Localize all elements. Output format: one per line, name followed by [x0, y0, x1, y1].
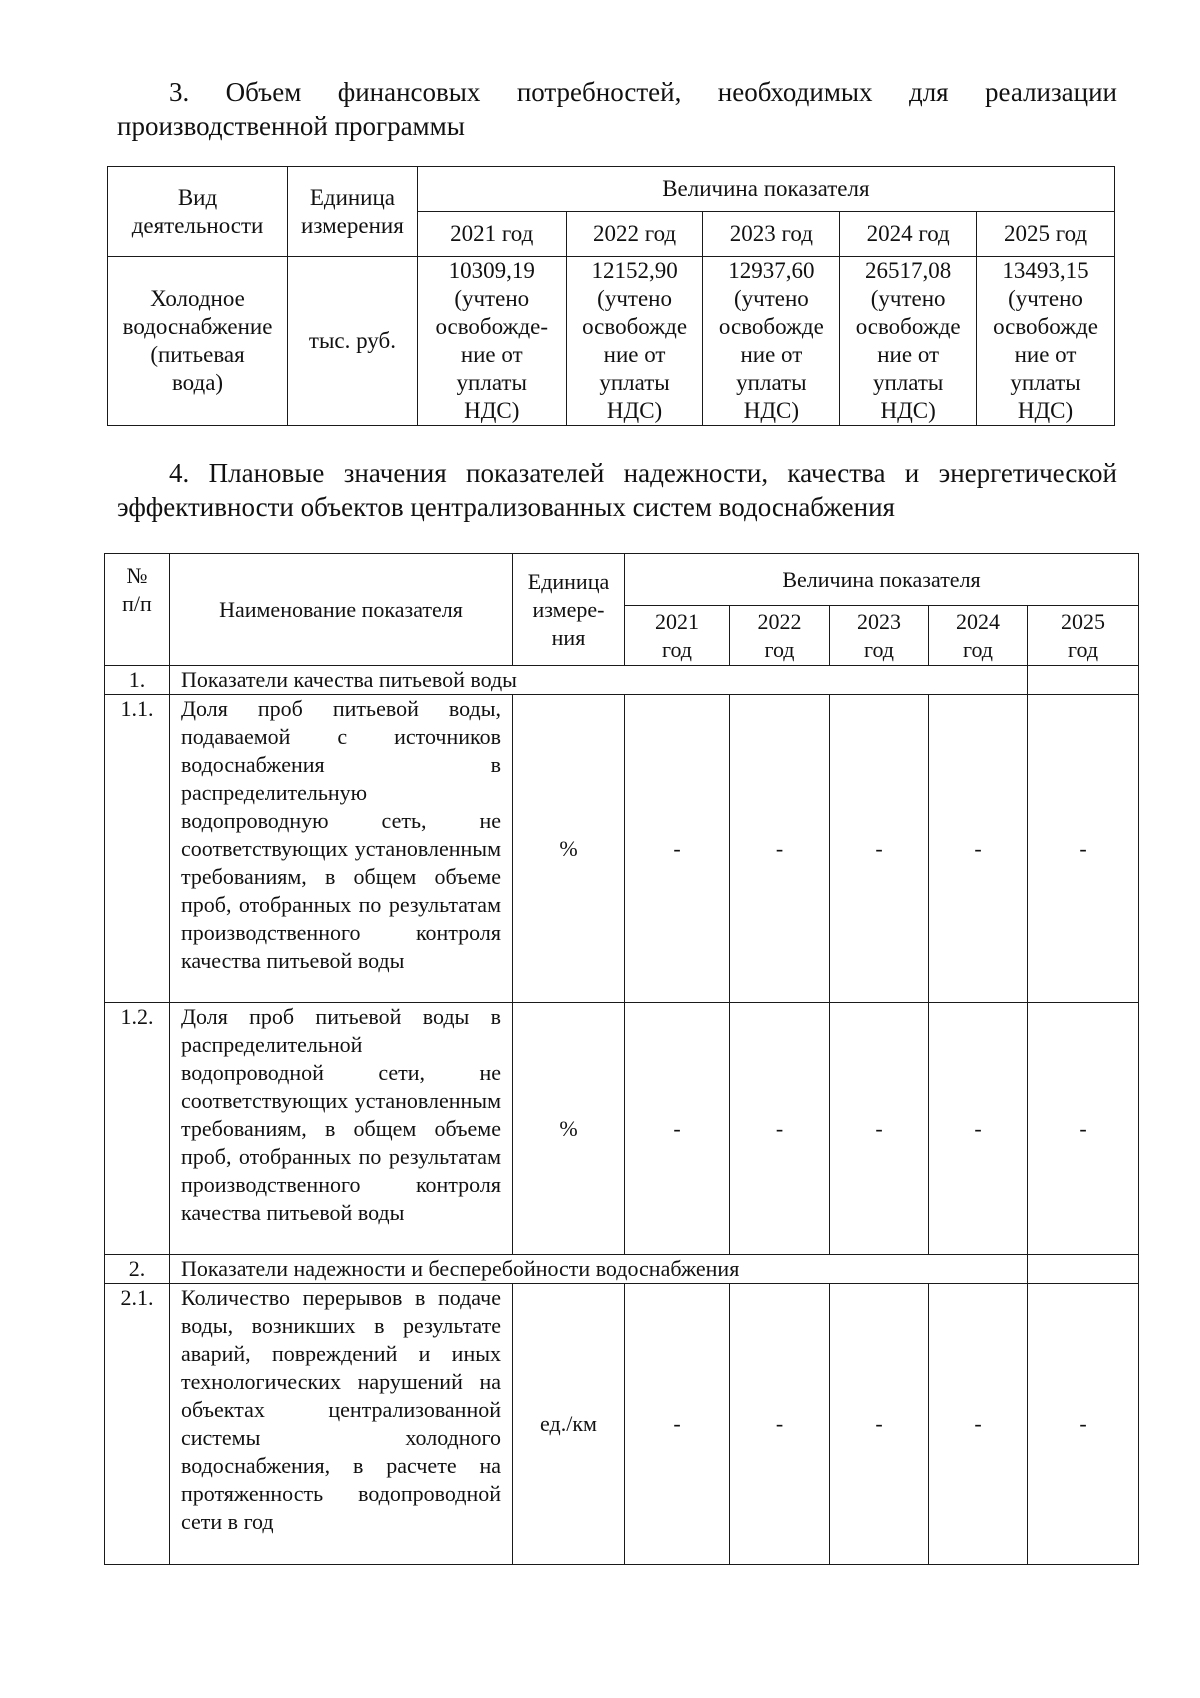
indicator-name: Количество перерывов в подаче воды, возникших в результате аварий, повреждений и иных технологических нарушений на объектах централизованной системы холодного водоснабжения, в расчете на протяженность водопроводной сети в год — [170, 1284, 513, 1565]
value-2024: - — [929, 695, 1028, 1003]
section-4-heading-line1: 4. Плановые значения показателей надежности, качества и энергетической — [169, 458, 1117, 488]
header-year: 2021 год — [417, 212, 566, 257]
indicator-name: Доля проб питьевой воды в распределительной водопроводной сети, не соответствующих установленным требованиям, в общем объеме проб, отобранных по результатам производственного контроля качества питьевой воды — [170, 1003, 513, 1255]
section-title: Показатели качества питьевой воды — [170, 666, 1028, 695]
value-cell-2021: 10309,19 (учтено освобожде- ние от уплаты НДС) — [417, 257, 566, 426]
value-2025: - — [1028, 695, 1139, 1003]
unit-cell: тыс. руб. — [288, 257, 418, 426]
header-number: № п/п — [105, 554, 170, 666]
section-4-heading — [117, 456, 1117, 524]
header-value: Величина показателя — [417, 167, 1114, 212]
value-cell-2024: 26517,08 (учтено освобожде ние от уплаты НДС) — [840, 257, 977, 426]
header-activity: Вид деятельности — [108, 167, 288, 257]
value-2023: - — [830, 1003, 929, 1255]
value-2021: - — [625, 1003, 730, 1255]
header-year: 2023 год — [703, 212, 840, 257]
empty-cell — [1028, 1255, 1139, 1284]
value-2022: - — [730, 1284, 830, 1565]
section-4-heading-line2: эффективности объектов централизованных систем водоснабжения — [117, 492, 895, 522]
value-2022: - — [730, 695, 830, 1003]
header-year: 2022 год — [730, 606, 830, 666]
value-2021: - — [625, 695, 730, 1003]
section-3-heading — [117, 75, 1117, 143]
row-number: 1.1. — [105, 695, 170, 1003]
section-3-heading-line2: производственной программы — [117, 111, 465, 141]
row-number: 1.2. — [105, 1003, 170, 1255]
header-unit: Единица измерения — [288, 167, 418, 257]
header-year: 2021 год — [625, 606, 730, 666]
section-number: 2. — [105, 1255, 170, 1284]
value-2023: - — [830, 695, 929, 1003]
header-year: 2023 год — [830, 606, 929, 666]
value-2022: - — [730, 1003, 830, 1255]
indicator-unit: ед./км — [513, 1284, 625, 1565]
value-2021: - — [625, 1284, 730, 1565]
indicator-unit: % — [513, 695, 625, 1003]
value-cell-2025: 13493,15 (учтено освобожде ние от уплаты НДС) — [977, 257, 1115, 426]
activity-cell: Холодное водоснабжение (питьевая вода) — [108, 257, 288, 426]
value-cell-2023: 12937,60 (учтено освобожде ние от уплаты НДС) — [703, 257, 840, 426]
header-value: Величина показателя — [625, 554, 1139, 606]
section-title: Показатели надежности и бесперебойности водоснабжения — [170, 1255, 1028, 1284]
empty-cell — [1028, 666, 1139, 695]
financial-needs-table — [107, 166, 1115, 426]
value-2025: - — [1028, 1284, 1139, 1565]
header-year: 2022 год — [566, 212, 703, 257]
header-unit: Единица измере- ния — [513, 554, 625, 666]
header-indicator-name: Наименование показателя — [170, 554, 513, 666]
section-3-heading-line1: 3. Объем финансовых потребностей, необходимых для реализации — [169, 77, 1117, 107]
value-2024: - — [929, 1284, 1028, 1565]
value-2025: - — [1028, 1003, 1139, 1255]
row-number: 2.1. — [105, 1284, 170, 1565]
header-year: 2025 год — [977, 212, 1115, 257]
indicator-unit: % — [513, 1003, 625, 1255]
value-cell-2022: 12152,90 (учтено освобожде ние от уплаты НДС) — [566, 257, 703, 426]
value-2023: - — [830, 1284, 929, 1565]
header-year: 2025 год — [1028, 606, 1139, 666]
value-2024: - — [929, 1003, 1028, 1255]
indicators-table — [104, 553, 1139, 1565]
header-year: 2024 год — [929, 606, 1028, 666]
header-year: 2024 год — [840, 212, 977, 257]
section-number: 1. — [105, 666, 170, 695]
indicator-name: Доля проб питьевой воды, подаваемой с источников водоснабжения в распределительную водопроводную сеть, не соответствующих установленным требованиям, в общем объеме проб, отобранных по результатам производственного контроля качества питьевой воды — [170, 695, 513, 1003]
